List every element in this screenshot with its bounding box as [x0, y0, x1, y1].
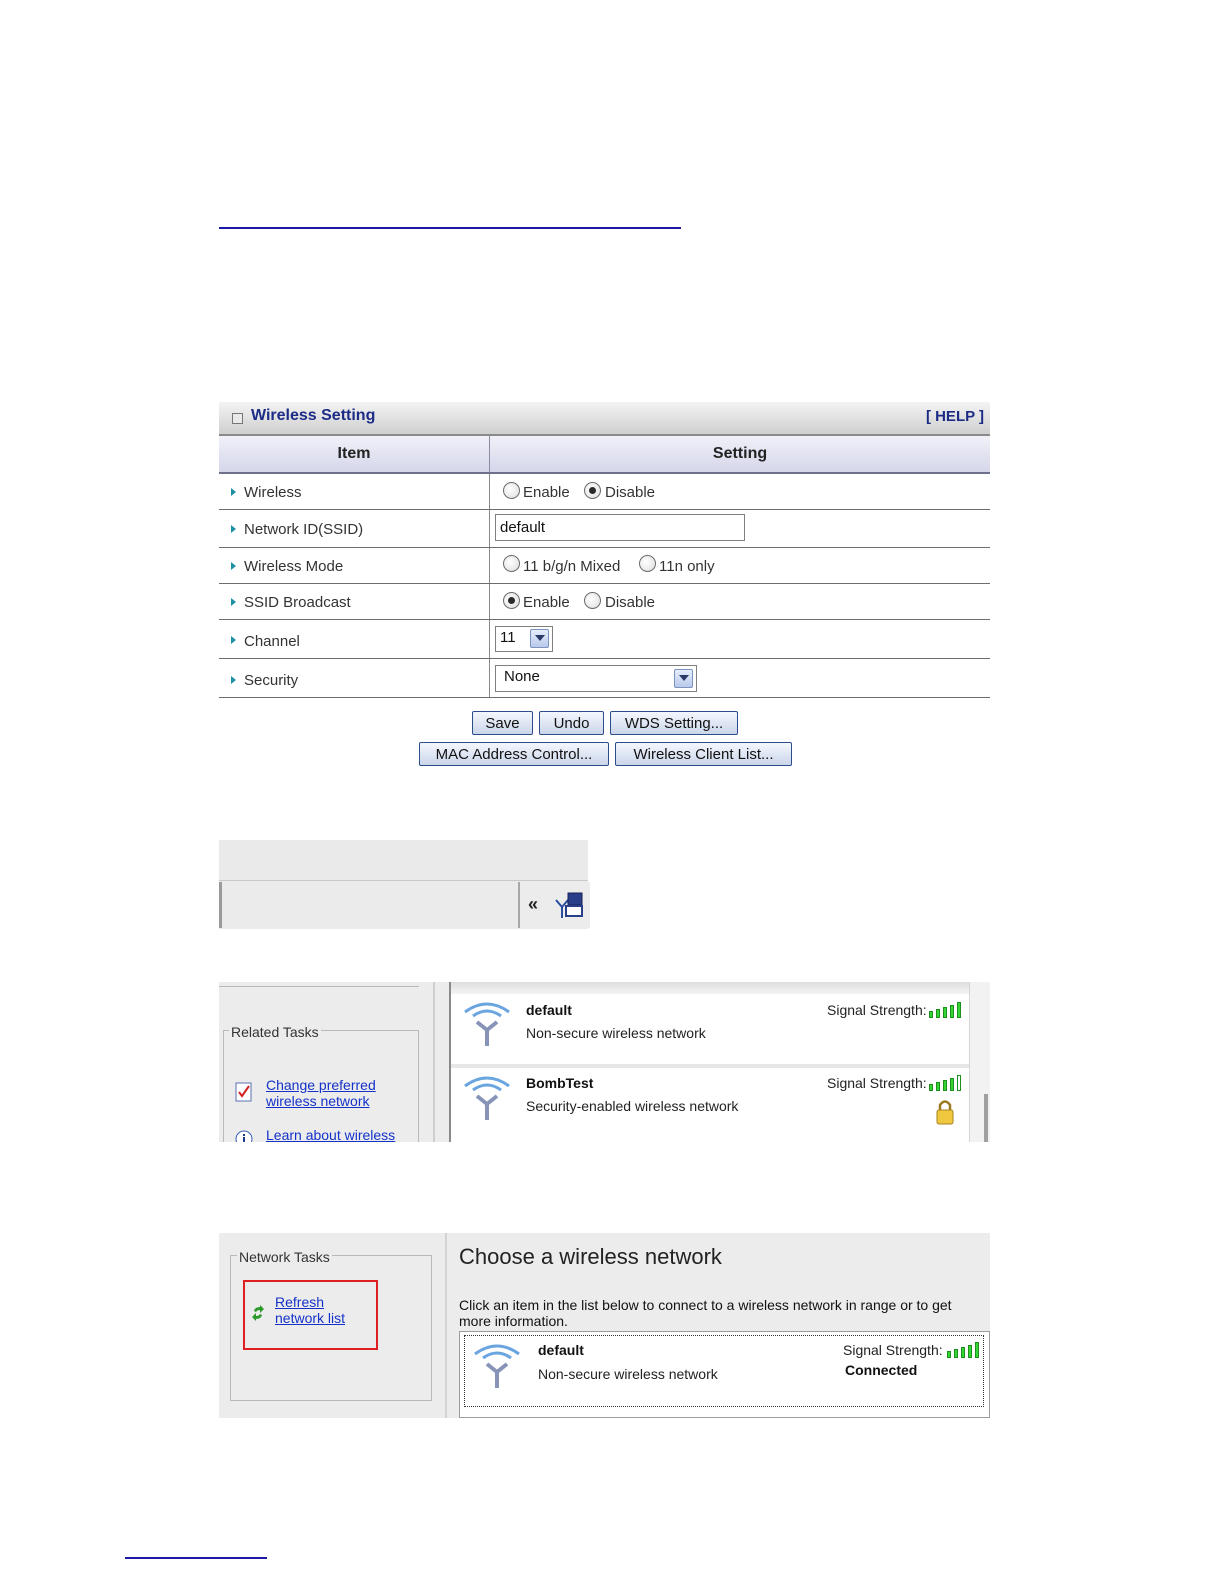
list-item[interactable]	[451, 1068, 971, 1142]
broadcast-enable-label: Enable	[523, 594, 570, 611]
signal-strength-icon	[929, 1075, 965, 1091]
mode-mixed-radio[interactable]	[503, 555, 520, 572]
wireless-disable-label: Disable	[605, 484, 656, 501]
row-arrow-icon	[231, 636, 236, 644]
save-button[interactable]: Save	[472, 711, 533, 735]
network-description: Security-enabled wireless network	[526, 1098, 739, 1114]
network-name: BombTest	[526, 1075, 594, 1091]
learn-about-wireless-link[interactable]: Learn about wireless	[266, 1127, 396, 1142]
row-arrow-icon	[231, 525, 236, 533]
row-label-wireless: Wireless	[244, 484, 302, 501]
change-preferred-link[interactable]	[266, 1077, 376, 1109]
network-list	[449, 982, 971, 1142]
refresh-link-line1[interactable]: Refresh	[275, 1294, 325, 1310]
network-list	[459, 1331, 990, 1418]
list-item[interactable]	[451, 994, 971, 1065]
row-arrow-icon	[231, 488, 236, 496]
mode-mixed-label: 11 b/g/n Mixed	[523, 558, 621, 575]
signal-strength-label: Signal Strength:	[843, 1342, 943, 1358]
wireless-antenna-icon	[471, 1342, 523, 1390]
checklist-icon	[235, 1082, 253, 1102]
wireless-disable-radio[interactable]	[584, 482, 601, 499]
signal-strength-label: Signal Strength:	[827, 1002, 927, 1018]
table-row	[219, 474, 990, 510]
bottom-divider-line	[125, 1557, 267, 1559]
column-header-setting: Setting	[712, 445, 768, 462]
wireless-network-icon[interactable]	[552, 890, 586, 920]
list-scrollbar[interactable]	[969, 982, 990, 1142]
row-label-channel: Channel	[244, 633, 300, 650]
taskbar-crop	[219, 840, 588, 928]
table-row	[219, 620, 990, 659]
list-item[interactable]	[464, 1335, 984, 1407]
security-select[interactable]	[495, 665, 697, 692]
table-header	[219, 436, 990, 474]
network-name: default	[526, 1002, 572, 1018]
chevron-down-icon[interactable]	[674, 669, 693, 688]
refresh-network-list-link[interactable]	[275, 1294, 345, 1326]
network-name: default	[538, 1342, 584, 1358]
row-arrow-icon	[231, 676, 236, 684]
column-header-item: Item	[337, 445, 371, 462]
bullet-icon	[232, 413, 243, 424]
change-preferred-link-line1[interactable]: Change preferred	[266, 1077, 376, 1093]
wds-setting-button[interactable]: WDS Setting...	[610, 711, 738, 735]
system-tray	[518, 882, 590, 928]
mode-n-only-label: 11n only	[659, 558, 715, 575]
signal-strength-label: Signal Strength:	[827, 1075, 927, 1091]
channel-value: 11	[500, 629, 516, 646]
connection-status: Connected	[845, 1362, 918, 1378]
wireless-antenna-icon	[461, 1074, 513, 1122]
choose-wireless-network-crop	[219, 1233, 990, 1418]
wireless-network-list-crop	[219, 982, 990, 1142]
row-label-ssid: Network ID(SSID)	[244, 521, 364, 538]
table-row	[219, 659, 990, 698]
lock-icon	[935, 1098, 955, 1126]
top-divider-line	[219, 227, 681, 229]
mode-n-only-radio[interactable]	[639, 555, 656, 572]
row-arrow-icon	[231, 562, 236, 570]
refresh-icon[interactable]	[251, 1305, 265, 1321]
row-label-ssid-broadcast: SSID Broadcast	[244, 594, 351, 611]
network-description: Non-secure wireless network	[538, 1366, 718, 1382]
table-row	[219, 510, 990, 548]
channel-select[interactable]	[495, 626, 553, 652]
ssid-input[interactable]	[495, 514, 745, 541]
wireless-enable-label: Enable	[523, 484, 570, 501]
network-description: Non-secure wireless network	[526, 1025, 706, 1041]
wireless-antenna-icon	[461, 1000, 513, 1048]
related-tasks-title: Related Tasks	[231, 1024, 319, 1040]
show-hidden-icons-chevron[interactable]: «	[528, 894, 539, 914]
chevron-down-icon[interactable]	[530, 629, 549, 648]
broadcast-disable-label: Disable	[605, 594, 656, 611]
network-tasks-title: Network Tasks	[239, 1249, 330, 1265]
signal-strength-icon	[947, 1342, 983, 1358]
info-icon	[235, 1130, 253, 1142]
signal-strength-icon	[929, 1002, 965, 1018]
broadcast-disable-radio[interactable]	[584, 592, 601, 609]
panel-title: Wireless Setting	[251, 407, 376, 424]
refresh-link-line2[interactable]: network list	[275, 1310, 346, 1326]
broadcast-enable-radio[interactable]	[503, 592, 520, 609]
change-preferred-link-line2[interactable]: wireless network	[266, 1093, 370, 1109]
table-row	[219, 584, 990, 620]
undo-button[interactable]: Undo	[539, 711, 604, 735]
row-label-security: Security	[244, 672, 299, 689]
row-arrow-icon	[231, 598, 236, 606]
help-link[interactable]: [ HELP ]	[925, 408, 984, 425]
wireless-enable-radio[interactable]	[503, 482, 520, 499]
panel-title-bar	[219, 402, 990, 436]
mac-address-control-button[interactable]: MAC Address Control...	[419, 742, 609, 766]
row-label-wireless-mode: Wireless Mode	[244, 558, 344, 575]
table-row	[219, 548, 990, 584]
wireless-client-list-button[interactable]: Wireless Client List...	[615, 742, 792, 766]
security-value: None	[504, 668, 540, 685]
instructions-text: Click an item in the list below to connect to a wireless network in range or to get more information.	[459, 1297, 952, 1329]
wireless-setting-panel	[219, 402, 990, 782]
scrollbar-thumb[interactable]	[984, 1094, 988, 1142]
page-title: Choose a wireless network	[459, 1244, 722, 1269]
